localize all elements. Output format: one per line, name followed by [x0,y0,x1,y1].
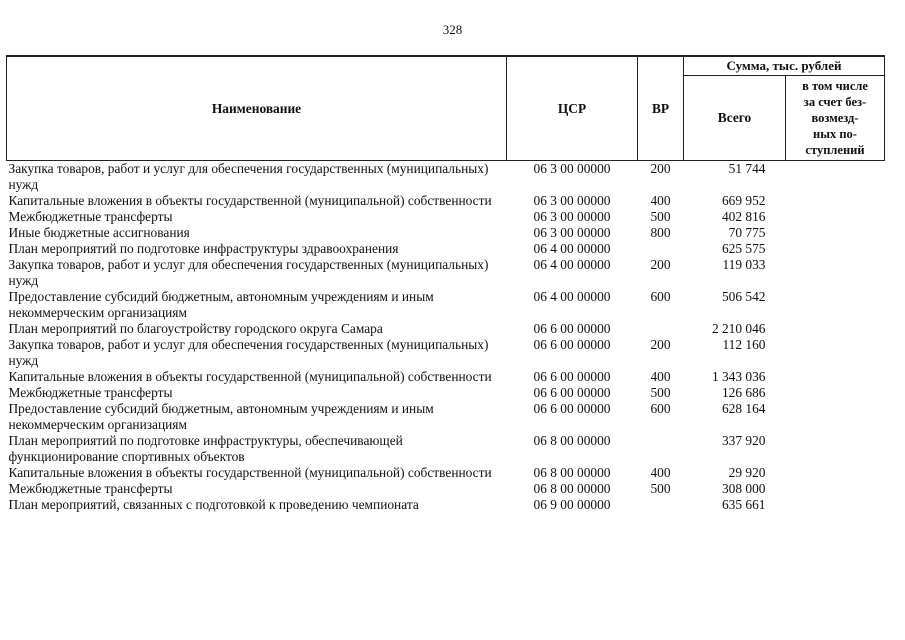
row-vr: 600 [650,289,671,304]
row-csr: 06 3 00 00000 [533,161,611,176]
row-name: Межбюджетные трансферты [8,481,173,496]
row-extra [786,209,885,225]
row-total: 1 343 036 [711,369,766,384]
row-vr: 500 [650,481,671,496]
row-extra [786,193,885,209]
table-row [7,289,885,321]
row-name: Предоставление субсидий бюджетным, автономным учреждениям и иным некоммерческим организациям [8,401,434,432]
row-total: 70 775 [728,225,766,240]
row-csr: 06 8 00 00000 [533,433,611,448]
row-total: 625 575 [721,241,766,256]
header-vr: ВР [638,56,684,161]
row-name: Капитальные вложения в объекты государственной (муниципальной) собственности [8,369,492,384]
row-total: 29 920 [728,465,766,480]
header-total: Всего [684,76,786,161]
table-row [7,401,885,433]
row-total: 337 920 [721,433,766,448]
row-total: 112 160 [722,337,766,352]
row-extra [786,289,885,321]
table-row [7,337,885,369]
budget-table [6,55,885,513]
header-extra-line: ступлений [805,142,865,157]
row-csr: 06 3 00 00000 [533,193,611,208]
row-vr [638,497,684,513]
table-row [7,241,885,257]
row-name: Иные бюджетные ассигнования [8,225,190,240]
table-header [7,56,885,161]
row-name: Капитальные вложения в объекты государственной (муниципальной) собственности [8,193,492,208]
row-extra [786,257,885,289]
header-extra [786,76,885,161]
row-extra [786,321,885,337]
row-csr: 06 4 00 00000 [533,257,611,272]
row-csr: 06 3 00 00000 [533,209,611,224]
row-extra [786,401,885,433]
row-csr: 06 6 00 00000 [533,337,611,352]
table-row [7,321,885,337]
row-extra [786,385,885,401]
table-row [7,225,885,241]
row-total: 51 744 [728,161,766,176]
table-row [7,433,885,465]
table-row [7,209,885,225]
header-name: Наименование [7,56,507,161]
row-name: Межбюджетные трансферты [8,209,173,224]
header-extra-line: за счет без- [803,94,867,109]
row-csr: 06 4 00 00000 [533,289,611,304]
row-vr: 400 [650,193,671,208]
row-extra [786,465,885,481]
row-vr: 400 [650,465,671,480]
row-vr [638,321,684,337]
row-name: Закупка товаров, работ и услуг для обеспечения государственных (муниципальных) нужд [8,257,489,288]
row-name: План мероприятий по подготовке инфраструктуры здравоохранения [8,241,399,256]
row-vr: 200 [650,337,671,352]
row-vr [638,241,684,257]
row-extra [786,433,885,465]
row-total: 119 033 [722,257,766,272]
row-extra [786,497,885,513]
row-extra [786,337,885,369]
table-row [7,497,885,513]
row-vr: 200 [650,161,671,176]
row-name: План мероприятий по благоустройству городского округа Самара [8,321,383,336]
row-extra [786,481,885,497]
row-name: План мероприятий, связанных с подготовкой к проведению чемпионата [8,497,419,512]
table-row [7,257,885,289]
row-total: 308 000 [721,481,766,496]
header-sum: Сумма, тыс. рублей [684,56,885,76]
row-name: Предоставление субсидий бюджетным, автономным учреждениям и иным некоммерческим организациям [8,289,434,320]
header-csr: ЦСР [507,56,638,161]
row-name: План мероприятий по подготовке инфраструктуры, обеспечивающей функционирование спортивных объектов [8,433,403,464]
row-vr: 800 [650,225,671,240]
row-vr: 400 [650,369,671,384]
table-row [7,193,885,209]
row-name: Межбюджетные трансферты [8,385,173,400]
row-total: 126 686 [721,385,766,400]
table-body [7,161,885,514]
table-row [7,385,885,401]
row-total: 402 816 [721,209,766,224]
row-total: 2 210 046 [711,321,766,336]
header-extra-line: возмезд- [811,110,859,125]
row-total: 628 164 [721,401,766,416]
page-number: 328 [442,22,463,37]
header-extra-line: ных по- [813,126,857,141]
row-vr [638,433,684,465]
row-csr: 06 4 00 00000 [533,241,611,256]
row-vr: 500 [650,209,671,224]
row-total: 506 542 [721,289,766,304]
table-row [7,161,885,194]
row-extra [786,369,885,385]
row-vr: 600 [650,401,671,416]
row-total: 635 661 [721,497,766,512]
row-name: Капитальные вложения в объекты государственной (муниципальной) собственности [8,465,492,480]
row-name: Закупка товаров, работ и услуг для обеспечения государственных (муниципальных) нужд [8,161,489,192]
row-csr: 06 6 00 00000 [533,321,611,336]
table-row [7,369,885,385]
row-vr: 500 [650,385,671,400]
row-name: Закупка товаров, работ и услуг для обеспечения государственных (муниципальных) нужд [8,337,489,368]
row-csr: 06 9 00 00000 [533,497,611,512]
table-row [7,465,885,481]
row-csr: 06 3 00 00000 [533,225,611,240]
row-extra [786,241,885,257]
row-extra [786,161,885,194]
table-row [7,481,885,497]
row-csr: 06 8 00 00000 [533,465,611,480]
row-vr: 200 [650,257,671,272]
row-csr: 06 8 00 00000 [533,481,611,496]
row-csr: 06 6 00 00000 [533,369,611,384]
row-extra [786,225,885,241]
row-csr: 06 6 00 00000 [533,401,611,416]
row-total: 669 952 [721,193,766,208]
header-extra-line: в том числе [802,78,868,93]
row-csr: 06 6 00 00000 [533,385,611,400]
